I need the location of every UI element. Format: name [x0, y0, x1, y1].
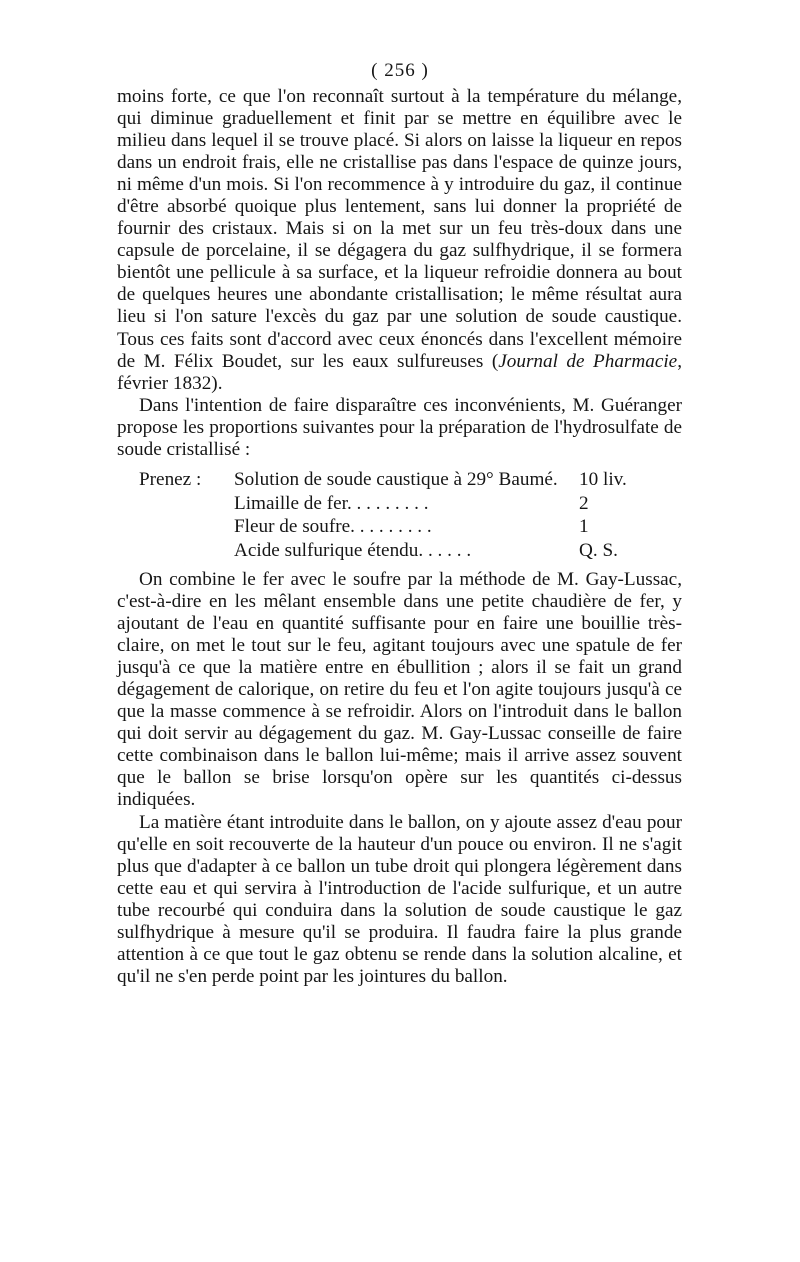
paragraph-2: Dans l'intention de faire disparaître ces inconvénients, M. Guéranger propose les proportions suivantes pour la préparation de l'hydrosulfate de soude cristallisé : [117, 394, 682, 460]
page-number: ( 256 ) [371, 60, 429, 81]
recipe-ingredient: Limaille de fer. . . . . . . . . [234, 492, 429, 514]
recipe-ingredient: Solution de soude caustique à 29° Baumé. [234, 468, 558, 490]
recipe-amount: 10 liv. [579, 468, 627, 490]
recipe-list [139, 468, 682, 563]
paragraph-1-text: moins forte, ce que l'on reconnaît surtout à la température du mélange, qui diminue graduellement et finit par se mettre en équilibre avec le milieu dans lequel il se trouve placé. Si alors on laisse la liqueur en repos dans un endroit frais, elle ne cristallise pas dans l'espace de quinze jours, ni même d'un mois. Si l'on recommence à y introduire du gaz, il continue d'être absorbé quoique plus lentement, sans lui donner la propriété de fournir des cristaux. Mais si on la met sur un feu très-doux dans une capsule de porcelaine, il se dégagera du gaz sulfhydrique, il se formera bientôt une pellicule à sa surface, et la liqueur refroidie donnera au bout de quelques heures une abondante cristallisation; le même résultat aura lieu si l'on sature l'excès du gaz par une solution de soude caustique. Tous ces faits sont d'accord avec ceux énoncés dans l'excellent mémoire de M. Félix Boudet, sur les eaux sulfureuses ( [117, 86, 682, 372]
paragraph-1 [117, 86, 682, 395]
paragraph-4: La matière étant introduite dans le ballon, on y ajoute assez d'eau pour qu'elle en soit recouverte de la hauteur d'un pouce ou environ. Il ne s'agit plus que d'adapter à ce ballon un tube droit qui plongera légèrement dans cette eau et qui servira à l'introduction de l'acide sulfurique, et un autre tube recourbé qui conduira dans la solution de soude caustique le gaz sulfhydrique à mesure qu'il se produira. Il faudra faire la plus grande attention à ce que tout le gaz obtenu se rende dans la solution alcaline, et qu'il ne s'en perde point par les jointures du ballon. [117, 811, 682, 987]
recipe-ingredient: Acide sulfurique étendu. . . . . . [234, 540, 472, 562]
recipe-amount: Q. S. [579, 540, 618, 562]
recipe-amount: 1 [579, 516, 589, 538]
journal-title: Journal de Pharmacie [498, 350, 678, 372]
paragraph-3: On combine le fer avec le soufre par la méthode de M. Gay-Lussac, c'est-à-dire en les mêlant ensemble dans une petite chaudière de fer, y ajoutant de l'eau en quantité suffisante pour en faire une bouillie très-claire, on met le tout sur le feu, agitant toujours avec une spatule de fer jusqu'à ce que la matière entre en ébullition ; alors il se fait un grand dégagement de calorique, on retire du feu et l'on agite toujours jusqu'à ce que la masse commence à se refroidir. Alors on l'introduit dans le ballon qui doit servir au dégagement du gaz. M. Gay-Lussac conseille de faire cette combinaison dans le ballon lui-même; mais il arrive assez souvent que le ballon se brise lorsqu'on opère sur les quantités ci-dessus indiquées. [117, 568, 682, 811]
paragraph-1-date: , février 1832). [117, 350, 682, 394]
recipe-ingredient: Fleur de soufre. . . . . . . . . [234, 516, 432, 538]
recipe-label: Prenez : [139, 468, 202, 490]
body-text [117, 86, 682, 988]
recipe-amount: 2 [579, 492, 589, 514]
